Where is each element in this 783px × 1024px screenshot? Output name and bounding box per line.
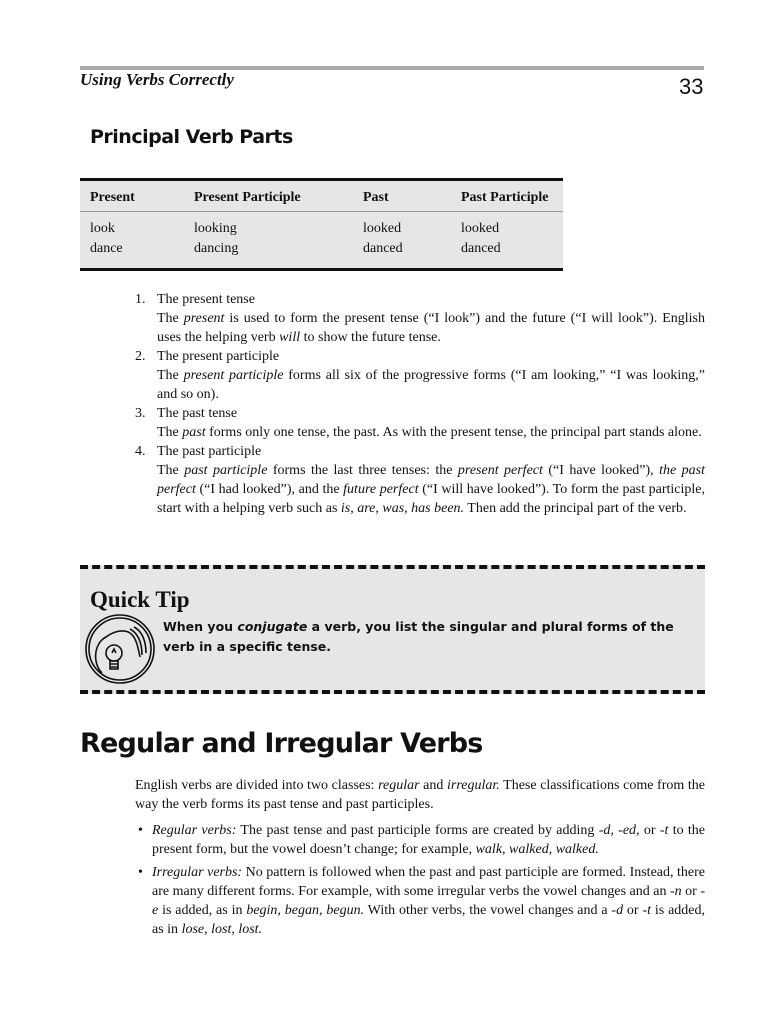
list-item-title: The past participle	[157, 444, 262, 459]
text-run: or	[623, 903, 643, 918]
italic-text: regular	[378, 778, 420, 793]
list-item-body	[157, 461, 705, 518]
list-item-body	[157, 366, 705, 404]
italic-text: present	[183, 311, 225, 326]
text-run: to show the future tense.	[300, 330, 441, 345]
text-run: No pattern is followed when the past and past participle are formed. Instead, there are many different forms. For example, with some irregular verbs the vowel changes and an	[152, 865, 706, 899]
bullet-icon: •	[138, 823, 143, 838]
italic-text: present perfect	[457, 463, 543, 478]
text-run: The	[157, 425, 183, 440]
text-run: Then add the principal part of the verb.	[464, 501, 687, 516]
text-run: The	[157, 311, 184, 326]
text-run: and	[419, 778, 447, 793]
italic-text: past	[182, 425, 206, 440]
list-item	[135, 290, 705, 347]
table-header-row	[80, 180, 563, 212]
bullet-item	[135, 863, 705, 939]
bullet-text	[152, 865, 705, 937]
table-cell: look	[90, 221, 115, 236]
italic-text: is, are, was, has been.	[340, 501, 465, 516]
text-run: When you	[163, 619, 238, 634]
list-item-title: The present participle	[157, 349, 280, 364]
running-title: Using Verbs Correctly	[80, 70, 234, 89]
italic-text: -t	[642, 903, 652, 918]
text-run: forms only one tense, the past. As with the present tense, the principal part stands alone.	[205, 425, 702, 440]
intro-paragraph	[135, 776, 705, 814]
list-item-body	[157, 309, 705, 347]
text-run: (“I have looked”),	[542, 463, 660, 478]
table-cell: looked	[363, 221, 402, 236]
italic-text: walk, walked, walked.	[475, 842, 599, 857]
list-item-title: The past tense	[157, 406, 238, 421]
verb-parts-list	[135, 290, 705, 518]
text-run: a verb, you list the singular and plural forms of the verb in a specific tense.	[163, 619, 674, 654]
text-run: (“I will have looked”). To form the past participle, start with a helping verb such as	[157, 482, 705, 516]
page-number: 33	[679, 74, 704, 99]
section-heading-regular-irregular-verbs: Regular and Irregular Verbs	[80, 728, 483, 759]
list-number: 1.	[135, 292, 146, 307]
italic-text: -d	[611, 903, 624, 918]
italic-text: conjugate	[237, 619, 308, 634]
text-run: English verbs are divided into two classes:	[135, 778, 379, 793]
table-cell: dancing	[194, 240, 239, 256]
list-number: 4.	[135, 444, 146, 459]
italic-text: past participle	[184, 463, 268, 478]
text-run: The	[157, 463, 185, 478]
italic-text: lose, lost, lost.	[181, 922, 263, 937]
list-number: 3.	[135, 406, 146, 421]
text-run: or	[681, 884, 701, 899]
quick-tip-box	[80, 565, 705, 694]
italic-text: Regular verbs:	[152, 823, 237, 838]
verb-parts-table	[80, 178, 563, 271]
italic-text: the past perfect	[157, 463, 705, 497]
bullet-icon: •	[138, 865, 143, 880]
list-item	[135, 442, 705, 518]
section-heading-principal-verb-parts: Principal Verb Parts	[90, 126, 293, 148]
text-run: These classifications come from the way the verb forms its past tense and past participles.	[135, 778, 705, 812]
column-header: Past Participle	[461, 180, 563, 212]
text-run: The past tense and past participle forms are created by adding	[236, 823, 599, 838]
table-cell: looking	[194, 221, 237, 236]
table-cell: danced	[461, 240, 501, 256]
italic-text: begin, began, begun.	[246, 903, 365, 918]
text-run: forms all six of the progressive forms (“I am looking,” “I was looking,” and so on).	[157, 368, 705, 402]
text-run: forms the last three tenses: the	[267, 463, 458, 478]
table-cell: danced	[363, 240, 403, 256]
text-run: With other verbs, the vowel changes and a	[364, 903, 612, 918]
list-item	[135, 347, 705, 404]
list-item-title: The present tense	[157, 292, 255, 307]
text-run: The	[157, 368, 184, 383]
italic-text: Irregular verbs:	[152, 865, 243, 880]
text-run: or	[639, 823, 660, 838]
table-row	[80, 241, 563, 270]
italic-text: present participle	[183, 368, 284, 383]
text-run: is added, as in	[152, 903, 706, 937]
italic-text: irregular.	[447, 778, 500, 793]
italic-text: future perfect	[343, 482, 419, 497]
text-run: is used to form the present tense (“I look”) and the future (“I will look”). English uses the helping verb	[157, 311, 705, 345]
column-header: Past	[363, 180, 461, 212]
text-run: is added, as in	[158, 903, 247, 918]
italic-text: -t	[659, 823, 669, 838]
column-header: Present	[80, 180, 194, 212]
list-item-body	[157, 423, 705, 442]
table-cell: looked	[461, 221, 500, 236]
bullet-item	[135, 821, 705, 859]
list-number: 2.	[135, 349, 146, 364]
list-item	[135, 404, 705, 442]
table-row	[80, 212, 563, 241]
italic-text: -d, -ed,	[598, 823, 640, 838]
text-run: (“I had looked”), and the	[195, 482, 344, 497]
italic-text: -n	[669, 884, 682, 899]
column-header: Present Participle	[194, 180, 363, 212]
italic-text: will	[279, 330, 301, 345]
lightbulb-hand-icon	[84, 613, 156, 685]
quick-tip-title: Quick Tip	[90, 587, 190, 612]
quick-tip-text	[163, 617, 683, 657]
table-cell: dance	[90, 240, 123, 256]
text-run: to the present form, but the vowel doesn’t change; for example,	[152, 823, 705, 857]
bullet-text	[152, 823, 705, 857]
italic-text: -e	[152, 884, 705, 918]
verb-class-list	[135, 821, 705, 943]
